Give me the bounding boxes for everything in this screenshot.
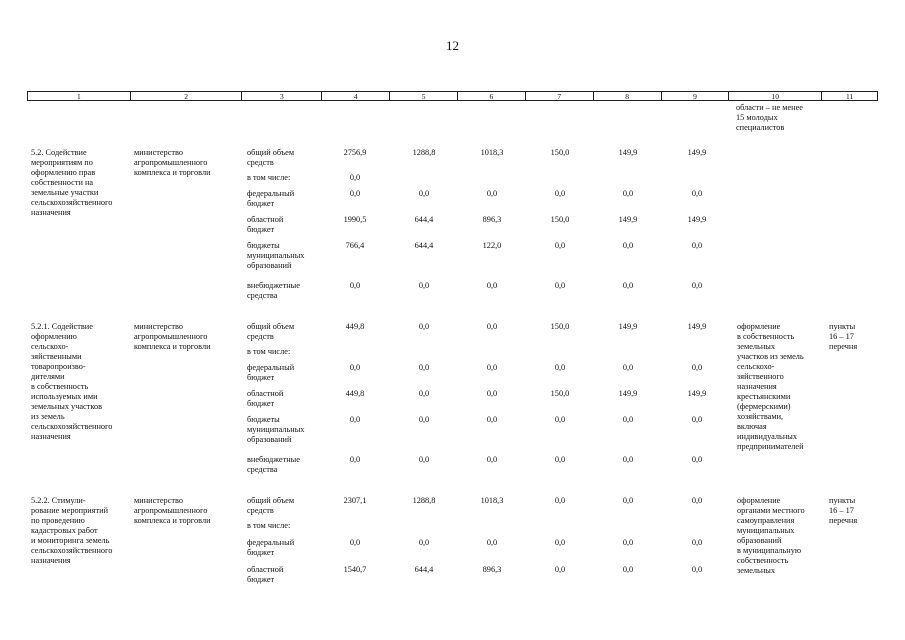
funding-value: 0,0 xyxy=(486,189,498,198)
funding-source-label: в том числе: xyxy=(247,347,291,356)
funding-source-label: областной бюджет xyxy=(247,215,284,234)
funding-value: 0,0 xyxy=(349,189,361,198)
funding-value: 0,0 xyxy=(691,415,703,424)
funding-value: 149,9 xyxy=(687,148,707,157)
funding-value: 0,0 xyxy=(691,496,703,505)
col-header: 10 xyxy=(729,92,822,100)
funding-value: 0,0 xyxy=(622,281,634,290)
funding-value: 0,0 xyxy=(349,363,361,372)
funding-value: 0,0 xyxy=(554,565,566,574)
funding-source-label: областной бюджет xyxy=(247,389,284,408)
funding-value: 0,0 xyxy=(554,189,566,198)
funding-value: 644,4 xyxy=(414,215,434,224)
funding-value: 1288,8 xyxy=(412,148,436,157)
funding-value: 1288,8 xyxy=(412,496,436,505)
funding-value: 0,0 xyxy=(349,455,361,464)
executor: министерство агропромышленного комплекса и торговли xyxy=(134,148,211,177)
col-header: 6 xyxy=(458,92,526,100)
funding-source-label: внебюджетные средства xyxy=(247,281,300,300)
col-header: 4 xyxy=(322,92,390,100)
funding-value: 0,0 xyxy=(622,455,634,464)
funding-value: 150,0 xyxy=(550,215,570,224)
funding-value: 0,0 xyxy=(622,189,634,198)
funding-value: 0,0 xyxy=(691,281,703,290)
funding-value: 1990,5 xyxy=(343,215,367,224)
funding-value: 766,4 xyxy=(345,241,365,250)
funding-value: 149,9 xyxy=(618,148,638,157)
funding-value: 0,0 xyxy=(622,565,634,574)
funding-value: 0,0 xyxy=(418,322,430,331)
funding-value: 644,4 xyxy=(414,241,434,250)
funding-value: 1540,7 xyxy=(343,565,367,574)
funding-value: 0,0 xyxy=(418,415,430,424)
funding-value: 0,0 xyxy=(622,538,634,547)
funding-value: 0,0 xyxy=(554,363,566,372)
funding-value: 2756,9 xyxy=(343,148,367,157)
col-header: 2 xyxy=(131,92,243,100)
funding-value: 449,8 xyxy=(345,389,365,398)
funding-value: 1018,3 xyxy=(480,496,504,505)
funding-source-label: в том числе: xyxy=(247,521,291,530)
funding-value: 0,0 xyxy=(418,389,430,398)
funding-value: 0,0 xyxy=(691,363,703,372)
funding-value: 0,0 xyxy=(418,538,430,547)
funding-value: 0,0 xyxy=(554,415,566,424)
funding-value: 149,9 xyxy=(687,215,707,224)
funding-value: 0,0 xyxy=(418,455,430,464)
funding-source-label: внебюджетные средства xyxy=(247,455,300,474)
measure-name: 5.2.1. Содействие оформлению сельскохо- зяйственными товаропроизво- дителями в собственность используемых ими земельных участков из земель сельскохозяйственного назначения xyxy=(31,322,113,441)
funding-source-label: федеральный бюджет xyxy=(247,189,295,208)
funding-source-label: общий объем средств xyxy=(247,322,295,341)
reference: пункты 16 – 17 перечня xyxy=(829,496,858,525)
col-header: 9 xyxy=(662,92,730,100)
funding-value: 150,0 xyxy=(550,322,570,331)
funding-source-label: бюджеты муниципальных образований xyxy=(247,415,305,444)
funding-value: 150,0 xyxy=(550,389,570,398)
funding-value: 122,0 xyxy=(482,241,502,250)
funding-value: 0,0 xyxy=(486,322,498,331)
funding-value: 149,9 xyxy=(687,322,707,331)
funding-value: 149,9 xyxy=(618,389,638,398)
funding-value: 0,0 xyxy=(418,281,430,290)
continued-result-text: области – не менее 15 молодых специалистов xyxy=(736,103,803,132)
executor: министерство агропромышленного комплекса и торговли xyxy=(134,496,211,525)
funding-value: 0,0 xyxy=(486,415,498,424)
funding-value: 0,0 xyxy=(622,415,634,424)
page-number: 12 xyxy=(446,38,459,53)
funding-value: 0,0 xyxy=(349,415,361,424)
funding-value: 149,9 xyxy=(618,215,638,224)
funding-value: 0,0 xyxy=(554,241,566,250)
funding-source-label: бюджеты муниципальных образований xyxy=(247,241,305,270)
funding-source-label: в том числе: xyxy=(247,173,291,182)
funding-value: 149,9 xyxy=(687,389,707,398)
funding-value: 0,0 xyxy=(349,281,361,290)
funding-value: 0,0 xyxy=(486,455,498,464)
funding-source-label: общий объем средств xyxy=(247,148,295,167)
col-header: 1 xyxy=(28,92,131,100)
col-header: 5 xyxy=(390,92,458,100)
funding-value: 0,0 xyxy=(622,241,634,250)
funding-value: 0,0 xyxy=(486,281,498,290)
funding-value: 150,0 xyxy=(550,148,570,157)
funding-value: 0,0 xyxy=(691,565,703,574)
funding-value: 0,0 xyxy=(349,538,361,547)
funding-value: 0,0 xyxy=(554,538,566,547)
col-header: 7 xyxy=(526,92,594,100)
funding-value: 896,3 xyxy=(482,565,502,574)
funding-value: 0,0 xyxy=(691,189,703,198)
funding-value: 2307,1 xyxy=(343,496,367,505)
funding-source-label: областной бюджет xyxy=(247,565,284,584)
funding-value: 0,0 xyxy=(418,189,430,198)
funding-value: 0,0 xyxy=(622,363,634,372)
funding-source-label: общий объем средств xyxy=(247,496,295,515)
col-header: 11 xyxy=(845,92,854,101)
funding-value: 896,3 xyxy=(482,215,502,224)
funding-source-label: федеральный бюджет xyxy=(247,538,295,557)
funding-value: 0,0 xyxy=(554,281,566,290)
column-header-row xyxy=(27,91,878,101)
col-header: 3 xyxy=(242,92,322,100)
funding-value: 0,0 xyxy=(486,389,498,398)
reference: пункты 16 – 17 перечня xyxy=(829,322,858,351)
funding-value: 0,0 xyxy=(691,538,703,547)
funding-value: 149,9 xyxy=(618,322,638,331)
expected-result: оформление в собственность земельных участков из земель сельскохо- зяйственного назначения крестьянскими (фермерскими) хозяйствами, включая индивидуальных предпринимателей xyxy=(737,322,804,451)
funding-value: 0,0 xyxy=(554,455,566,464)
funding-value: 0,0 xyxy=(486,538,498,547)
funding-value: 0,0 xyxy=(554,496,566,505)
funding-value: 0,0 xyxy=(622,496,634,505)
col-header: 8 xyxy=(594,92,662,100)
measure-name: 5.2. Содействие мероприятиям по оформлению прав собственности на земельные участки сельскохозяйственного назначения xyxy=(31,148,113,217)
funding-value: 0,0 xyxy=(691,455,703,464)
funding-value: 0,0 xyxy=(486,363,498,372)
funding-value: 0,0 xyxy=(691,241,703,250)
funding-value: 1018,3 xyxy=(480,148,504,157)
expected-result: оформление органами местного самоуправления муниципальных образований в муниципальную собственность земельных xyxy=(737,496,805,575)
executor: министерство агропромышленного комплекса и торговли xyxy=(134,322,211,351)
funding-value: 0,0 xyxy=(349,173,361,182)
funding-value: 449,8 xyxy=(345,322,365,331)
funding-source-label: федеральный бюджет xyxy=(247,363,295,382)
funding-value: 0,0 xyxy=(418,363,430,372)
measure-name: 5.2.2. Стимули- рование мероприятий по проведению кадастровых работ и мониторинга земель сельскохозяйственного назначения xyxy=(31,496,113,565)
funding-value: 644,4 xyxy=(414,565,434,574)
